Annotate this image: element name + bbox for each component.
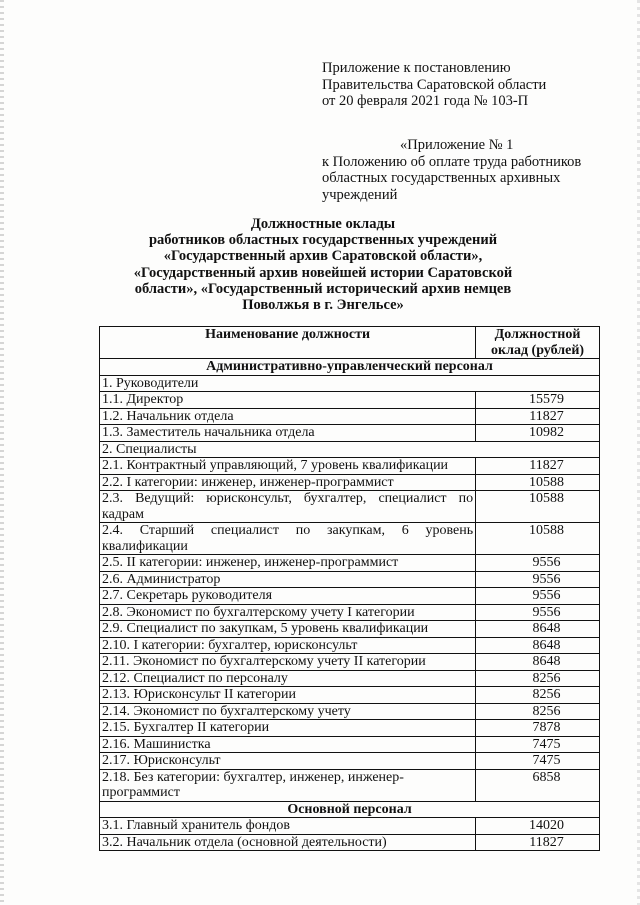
table-row (100, 637, 600, 654)
title-line: области», «Государственный исторический архив немцев (134, 280, 512, 297)
section-title: Основной персонал (100, 801, 600, 818)
document-title (110, 216, 536, 313)
salary-value: 10588 (476, 474, 600, 491)
position-name: 2.15. Бухгалтер II категории (100, 720, 476, 737)
table-row (100, 736, 600, 753)
position-name: 2.2. I категории: инженер, инженер-программист (100, 474, 476, 491)
position-name: 2.3. Ведущий: юрисконсульт, бухгалтер, специалист по кадрам (100, 491, 476, 523)
section-row (100, 801, 600, 818)
salary-value: 15579 (476, 392, 600, 409)
group-title: 2. Специалисты (100, 441, 600, 458)
position-name: 2.11. Экономист по бухгалтерскому учету II категории (100, 654, 476, 671)
approval-line: от 20 февраля 2021 года № 103-П (322, 93, 529, 109)
table-row (100, 571, 600, 588)
table-row (100, 670, 600, 687)
annex-line: областных государственных архивных (322, 170, 561, 186)
salary-value: 11827 (476, 458, 600, 475)
header-salary (476, 327, 600, 359)
header-salary-line: оклад (рублей) (491, 342, 585, 358)
table-row (100, 753, 600, 770)
position-name: 2.8. Экономист по бухгалтерскому учету I категории (100, 604, 476, 621)
table-row (100, 621, 600, 638)
table-row (100, 474, 600, 491)
group-row (100, 441, 600, 458)
position-name: 2.12. Специалист по персоналу (100, 670, 476, 687)
salary-value: 8256 (476, 670, 600, 687)
salary-value: 8256 (476, 703, 600, 720)
header-position: Наименование должности (100, 327, 476, 359)
salary-value: 9556 (476, 571, 600, 588)
position-name: 2.4. Старший специалист по закупкам, 6 уровень квалификации (100, 523, 476, 555)
position-name: 1.1. Директор (100, 392, 476, 409)
title-line: Поволжья в г. Энгельсе» (242, 297, 404, 314)
table-row (100, 834, 600, 851)
annex-number: «Приложение № 1 (400, 137, 514, 153)
salary-value: 11827 (476, 408, 600, 425)
salary-value: 8256 (476, 687, 600, 704)
salary-value: 10588 (476, 491, 600, 523)
table-row (100, 458, 600, 475)
position-name: 2.1. Контрактный управляющий, 7 уровень квалификации (100, 458, 476, 475)
title-line: Должностные оклады (250, 216, 396, 232)
table-row (100, 408, 600, 425)
table-row (100, 703, 600, 720)
annex-line: к Положению об оплате труда работников (322, 153, 582, 170)
title-line: «Государственный архив новейшей истории Саратовской (133, 264, 513, 281)
salary-value: 10982 (476, 425, 600, 442)
salary-value: 8648 (476, 637, 600, 654)
salary-value: 10588 (476, 523, 600, 555)
salary-value: 6858 (476, 769, 600, 801)
table-row (100, 818, 600, 835)
title-line: «Государственный архив Саратовской области», (163, 248, 483, 265)
group-title: 1. Руководители (100, 375, 600, 392)
salary-value: 8648 (476, 621, 600, 638)
approval-line: Приложение к постановлению (322, 60, 511, 76)
salary-value: 7878 (476, 720, 600, 737)
table-row (100, 523, 600, 555)
position-name: 2.13. Юрисконсульт II категории (100, 687, 476, 704)
header-salary-line: Должностной (494, 327, 581, 342)
position-name: 2.5. II категории: инженер, инженер-программист (100, 555, 476, 572)
position-name: 2.9. Специалист по закупкам, 5 уровень квалификации (100, 621, 476, 638)
table-row (100, 604, 600, 621)
position-name: 1.3. Заместитель начальника отдела (100, 425, 476, 442)
table-row (100, 392, 600, 409)
table-row (100, 588, 600, 605)
table-row (100, 654, 600, 671)
annex-line: учреждений (322, 186, 398, 203)
salary-value: 8648 (476, 654, 600, 671)
position-name: 2.6. Администратор (100, 571, 476, 588)
position-name: 2.17. Юрисконсульт (100, 753, 476, 770)
salary-table (99, 326, 600, 851)
approval-block (322, 60, 622, 110)
table-row (100, 425, 600, 442)
position-name: 3.1. Главный хранитель фондов (100, 818, 476, 835)
title-line: работников областных государственных учреждений (148, 232, 498, 249)
position-name: 2.7. Секретарь руководителя (100, 588, 476, 605)
salary-value: 9556 (476, 588, 600, 605)
group-row (100, 375, 600, 392)
salary-value: 11827 (476, 834, 600, 851)
salary-value: 9556 (476, 555, 600, 572)
scan-edge-left (0, 0, 4, 905)
salary-value: 7475 (476, 753, 600, 770)
position-name: 3.2. Начальник отдела (основной деятельности) (100, 834, 476, 851)
position-name: 2.10. I категории: бухгалтер, юрисконсульт (100, 637, 476, 654)
section-title: Административно-управленческий персонал (100, 359, 600, 376)
table-header-row (100, 327, 600, 359)
position-name: 2.18. Без категории: бухгалтер, инженер, инженер-программист (100, 769, 476, 801)
table-row (100, 720, 600, 737)
salary-value: 14020 (476, 818, 600, 835)
section-row (100, 359, 600, 376)
position-name: 1.2. Начальник отдела (100, 408, 476, 425)
salary-value: 7475 (476, 736, 600, 753)
table-row (100, 687, 600, 704)
table-row (100, 769, 600, 801)
position-name: 2.14. Экономист по бухгалтерскому учету (100, 703, 476, 720)
table-row (100, 555, 600, 572)
annex-block (322, 137, 622, 203)
position-name: 2.16. Машинистка (100, 736, 476, 753)
approval-line: Правительства Саратовской области (322, 76, 547, 93)
salary-value: 9556 (476, 604, 600, 621)
table-row (100, 491, 600, 523)
